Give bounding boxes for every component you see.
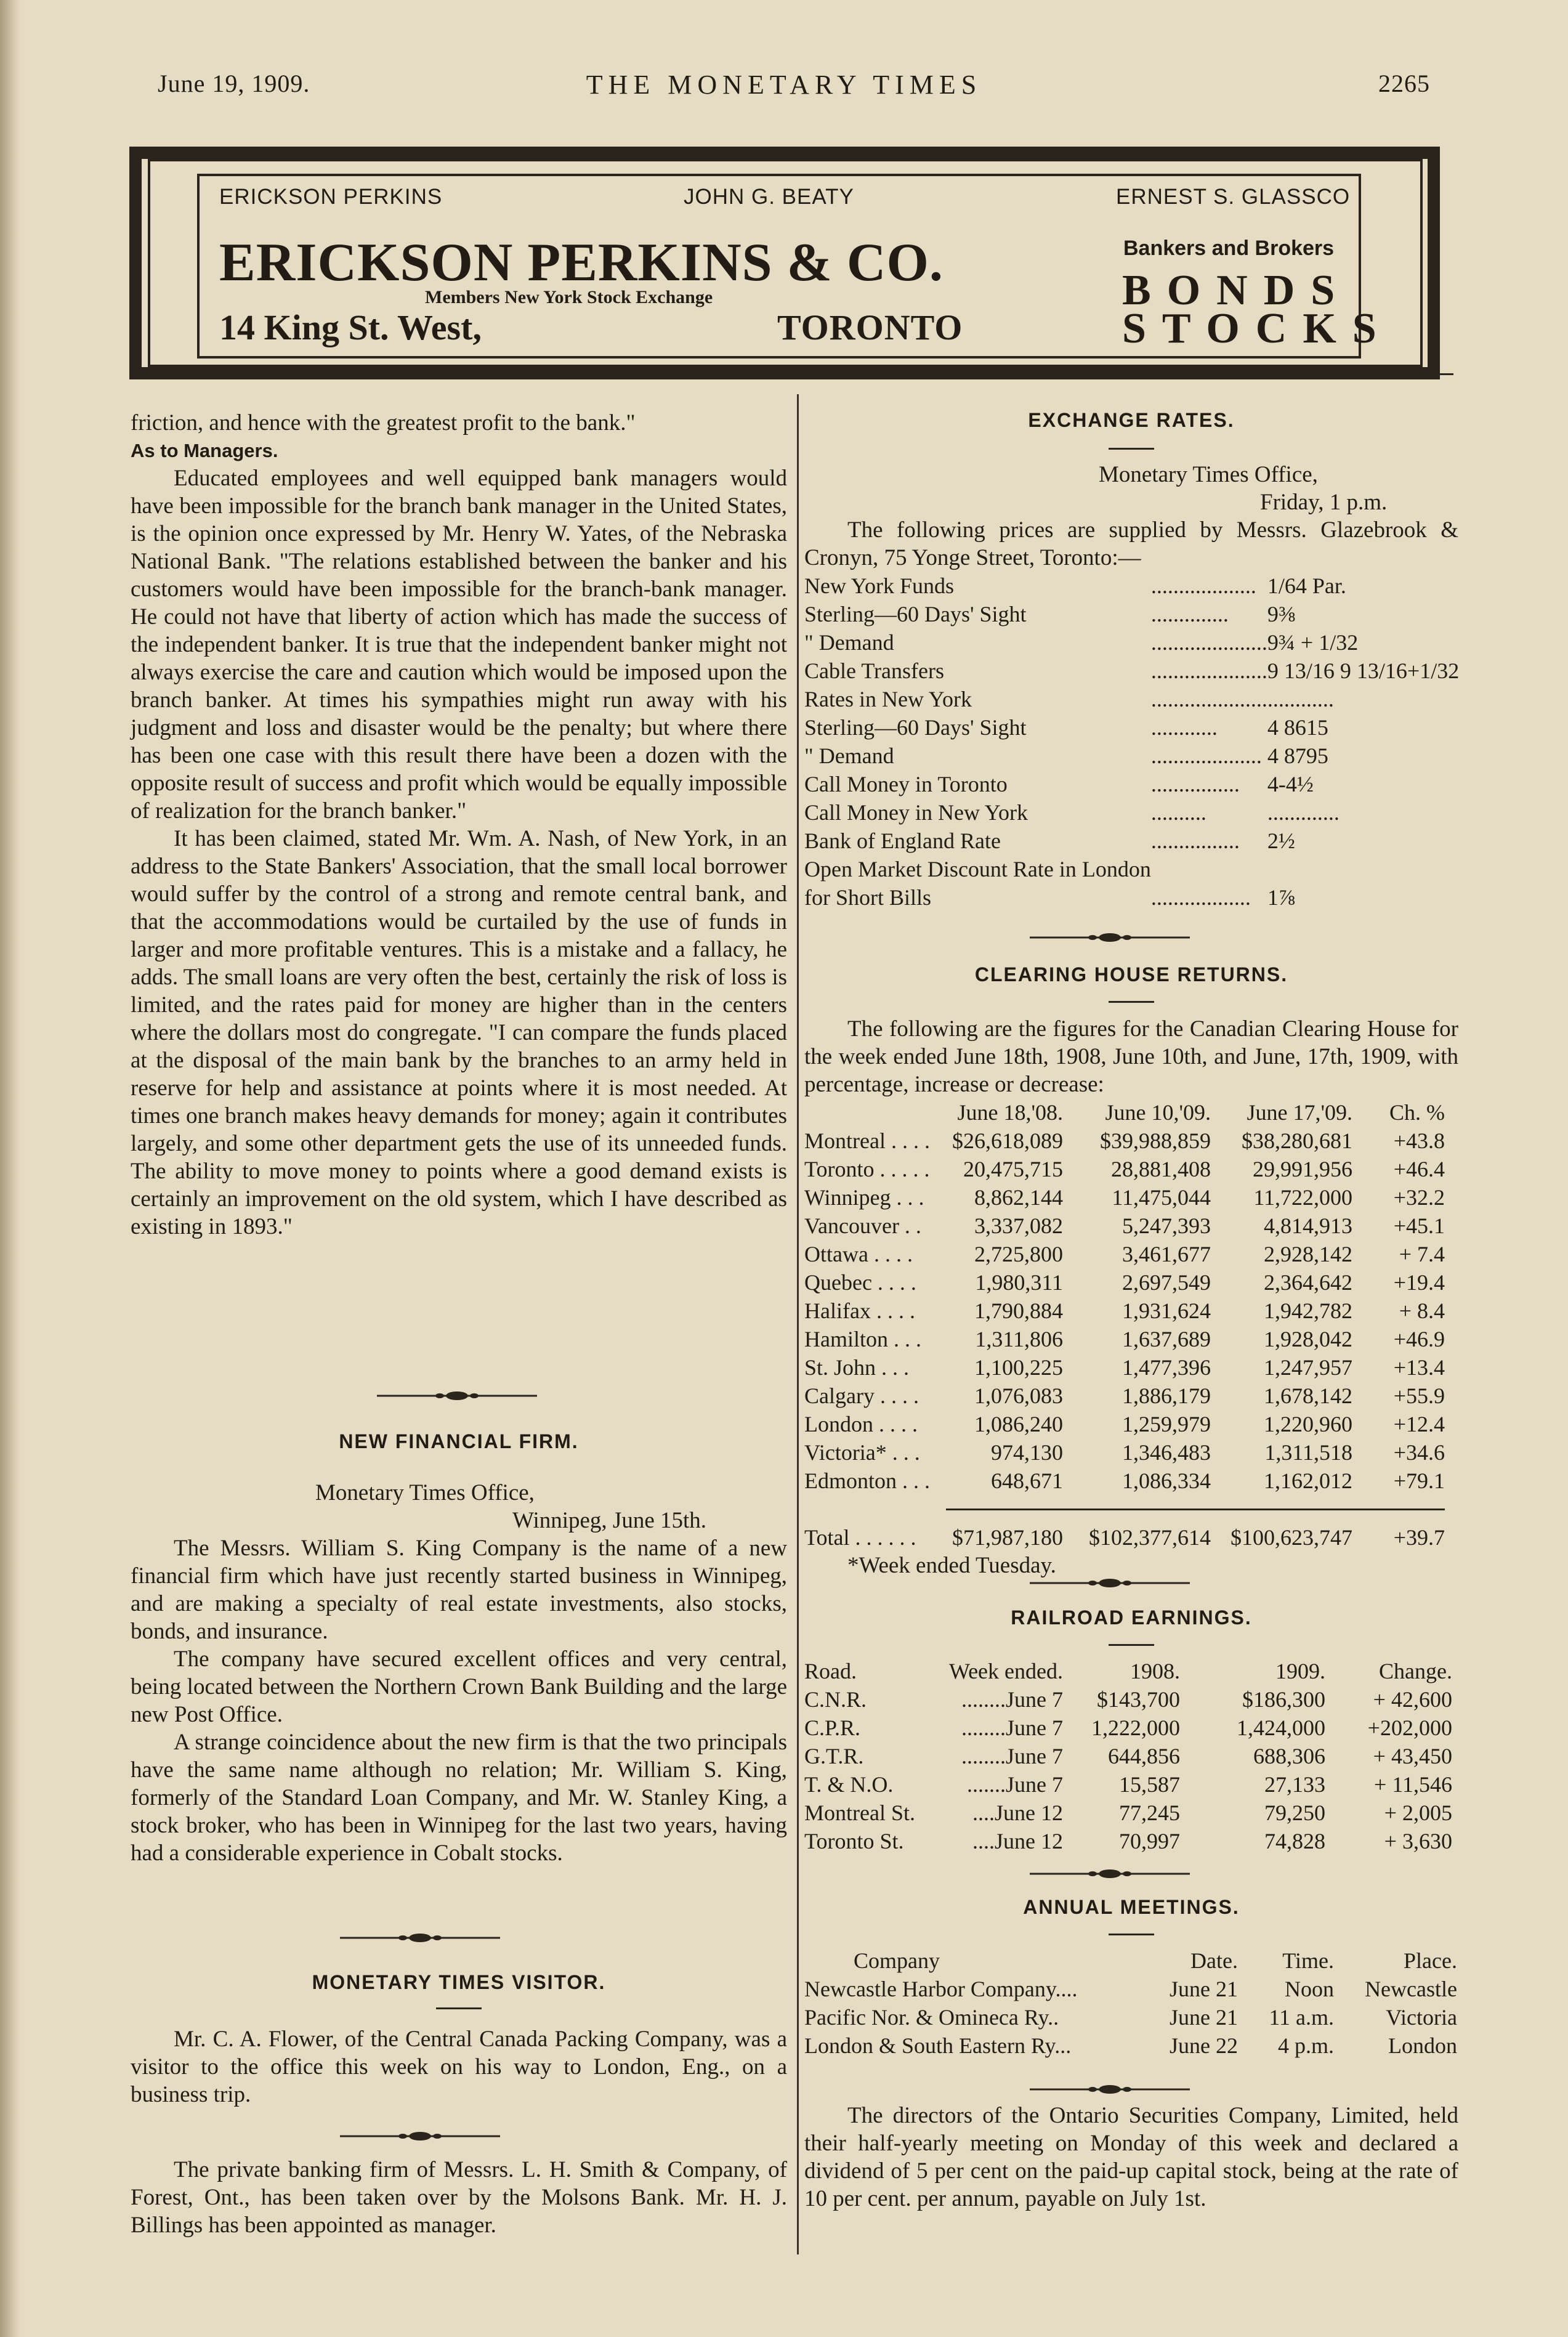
time-cell: Noon [1285, 1976, 1334, 2001]
ad-firm-name: ERICKSON PERKINS & CO. [219, 233, 944, 293]
exchange-row [804, 742, 1459, 770]
city-cell: Toronto . . . . . [804, 1156, 930, 1181]
table-row [804, 1127, 1445, 1155]
value-cell: 8,862,144 [974, 1185, 1063, 1210]
company-cell: Pacific Nor. & Omineca Ry.. [804, 2004, 1059, 2030]
city-cell: London . . . . [804, 1411, 918, 1436]
value-cell: $71,987,180 [952, 1525, 1063, 1550]
table-row [804, 1685, 1452, 1714]
company-cell: Newcastle Harbor Company.... [804, 1976, 1078, 2001]
table-row [804, 1268, 1445, 1297]
ornament-divider [1030, 1868, 1190, 1880]
paragraph: Educated employees and well equipped bank managers would have been impossible for the branch bank manager in the United States, is the opinion once expressed by Mr. Henry W. Yates, of the Nebraska National Bank. "The relations established between the banker and his customers would have been impossible for the branch-bank manager. He could not have that liberty of action which has made the success of the independent banker. It is true that the independent banker might not always exercise the care and caution which would be imposed upon the branch banker. At times his sympathies might run away with his judgment and loss and disaster would be the penalty; but where there has been one case with this result there have been a dozen with the opposite result of success and profit which would be equally impossible of realization for the branch banker." [131, 466, 787, 824]
value-cell: 648,671 [991, 1468, 1063, 1493]
table-header-row [804, 1946, 1457, 1975]
road-cell: C.N.R. [804, 1687, 867, 1712]
city-cell: Victoria* . . . [804, 1440, 920, 1465]
ornament-divider [340, 2130, 500, 2142]
value-cell: 27,133 [1264, 1772, 1325, 1797]
city-cell: Quebec . . . . [804, 1270, 916, 1295]
ad-partner-1: ERICKSON PERKINS [219, 185, 443, 209]
time-line: Friday, 1 p.m. [1260, 490, 1388, 515]
rate-value: 9¾ + 1/32 [1267, 630, 1359, 655]
paragraph: The company have secured excellent offices and very central, being located between the Northern Crown Bank Building and the large new Post Office. [131, 1646, 787, 1727]
railroad-section [804, 1604, 1458, 1855]
header-rule [129, 373, 1453, 375]
table-header-row [804, 1098, 1445, 1127]
value-cell: 11,722,000 [1253, 1185, 1352, 1210]
leader-dots: ..................... [1150, 630, 1267, 655]
clearing-intro: The following are the figures for the Canadian Clearing House for the week ended June 18th, 1908, June 10th, and June, 17th, 1909, with percentage, increase or decrease: [804, 1016, 1458, 1097]
value-cell: 1,247,957 [1264, 1355, 1352, 1380]
change-cell: +19.4 [1393, 1270, 1445, 1295]
table-row [804, 1183, 1445, 1212]
week-cell: ........June 7 [961, 1743, 1063, 1768]
table-row [804, 1240, 1445, 1268]
change-cell: +46.9 [1393, 1326, 1445, 1351]
column-header: 1909. [1275, 1658, 1325, 1683]
value-cell: 70,997 [1118, 1828, 1180, 1853]
value-cell: $100,623,747 [1231, 1525, 1352, 1550]
paragraph: Mr. C. A. Flower, of the Central Canada Packing Company, was a visitor to the office this week on his way to London, Eng., on a business trip. [131, 2027, 787, 2107]
change-cell: +43.8 [1393, 1128, 1445, 1153]
value-cell: 5,247,393 [1122, 1213, 1211, 1238]
week-cell: ....June 12 [972, 1800, 1063, 1825]
table-row [804, 1155, 1445, 1183]
table-row [804, 1770, 1452, 1799]
value-cell: $39,988,859 [1100, 1128, 1211, 1153]
rate-label: " Demand [804, 630, 894, 655]
exchange-row [804, 855, 1459, 883]
column-rule [797, 394, 799, 2254]
exchange-row [804, 883, 1459, 912]
value-cell: 1,942,782 [1264, 1298, 1352, 1323]
page-number: 2265 [1378, 70, 1430, 97]
short-rule [1109, 448, 1154, 450]
table-row [804, 2031, 1457, 2060]
rate-value: 9 13/16 9 13/16+1/32 [1267, 658, 1460, 683]
exchange-row [804, 628, 1459, 657]
city-cell: Winnipeg . . . [804, 1185, 924, 1210]
annual-meetings-section [804, 1893, 1458, 2060]
change-cell: +46.4 [1393, 1156, 1445, 1181]
change-cell: +39.7 [1393, 1525, 1445, 1550]
column-header: Week ended. [948, 1658, 1063, 1683]
value-cell: 20,475,715 [963, 1156, 1063, 1181]
exchange-row [804, 713, 1459, 742]
value-cell: 3,337,082 [974, 1213, 1063, 1238]
change-cell: + 11,546 [1374, 1772, 1452, 1797]
value-cell: 1,222,000 [1091, 1715, 1180, 1740]
change-cell: + 3,630 [1384, 1828, 1452, 1853]
value-cell: 1,100,225 [974, 1355, 1063, 1380]
ornament-divider [1030, 2083, 1190, 2096]
rate-value: 4-4½ [1267, 771, 1314, 796]
change-cell: +55.9 [1393, 1383, 1445, 1408]
value-cell: 2,697,549 [1122, 1270, 1211, 1295]
change-cell: +13.4 [1393, 1355, 1445, 1380]
table-header-row [804, 1657, 1452, 1685]
clearing-house-section [804, 961, 1458, 1579]
exchange-rates-section [804, 407, 1458, 912]
rate-value: ............ [1267, 686, 1334, 711]
value-cell: 11,475,044 [1112, 1185, 1211, 1210]
company-cell: London & South Eastern Ry... [804, 2033, 1072, 2058]
time-cell: 11 a.m. [1269, 2004, 1334, 2030]
city-cell: Ottawa . . . . [804, 1241, 913, 1266]
rate-value: 4 8795 [1267, 743, 1328, 768]
column-header: Road. [804, 1658, 857, 1683]
value-cell: 1,311,806 [975, 1326, 1063, 1351]
dateline: Winnipeg, June 15th. [512, 1508, 707, 1533]
rate-value: 9⅜ [1267, 601, 1295, 626]
value-cell: 1,346,483 [1122, 1440, 1211, 1465]
short-rule [1109, 1644, 1154, 1646]
value-cell: $26,618,089 [952, 1128, 1063, 1153]
city-cell: Montreal . . . . [804, 1128, 930, 1153]
place-cell: Victoria [1386, 2004, 1457, 2030]
issue-date: June 19, 1909. [158, 70, 310, 97]
exchange-table [804, 572, 1459, 912]
leader-dots: .......... [1150, 800, 1206, 825]
leader-dots: .............. [1150, 601, 1229, 626]
change-cell: + 2,005 [1384, 1800, 1452, 1825]
change-cell: + 8.4 [1399, 1298, 1445, 1323]
rate-label: Call Money in New York [804, 800, 1028, 825]
total-rule-row [804, 1495, 1445, 1523]
value-cell: 29,991,956 [1253, 1156, 1352, 1181]
value-cell: 1,637,689 [1122, 1326, 1211, 1351]
short-rule [436, 2007, 482, 2009]
exchange-row [804, 827, 1459, 855]
value-cell: 974,130 [991, 1440, 1063, 1465]
value-cell: 1,424,000 [1236, 1715, 1325, 1740]
ad-address: 14 King St. West, [219, 307, 482, 347]
value-cell: $38,280,681 [1242, 1128, 1352, 1153]
heading-clearing-house: CLEARING HOUSE RETURNS. [974, 963, 1288, 986]
rate-value [1267, 855, 1459, 883]
table-row [804, 1382, 1445, 1410]
ornament-divider [340, 1932, 500, 1944]
value-cell: 644,856 [1107, 1743, 1180, 1768]
railroad-table [804, 1657, 1452, 1855]
heading-railroad-earnings: RAILROAD EARNINGS. [1011, 1606, 1252, 1629]
column-header: June 10,'09. [1105, 1100, 1211, 1125]
office-line: Monetary Times Office, [1099, 462, 1318, 487]
exchange-row [804, 657, 1459, 685]
page-binding-edge [0, 0, 21, 2337]
change-cell: + 43,450 [1373, 1743, 1452, 1768]
table-row-total [804, 1523, 1445, 1552]
week-cell: ........June 7 [961, 1687, 1063, 1712]
left-column-lower [131, 1428, 787, 1867]
short-rule [1109, 1934, 1154, 1935]
road-cell: G.T.R. [804, 1743, 864, 1768]
heading-exchange-rates: EXCHANGE RATES. [1028, 409, 1235, 431]
ornament-divider [1030, 931, 1190, 944]
ad-members-line: Members New York Stock Exchange [425, 287, 713, 307]
ad-partner-3: ERNEST S. GLASSCO [1116, 185, 1351, 209]
rate-label: " Demand [804, 743, 894, 768]
date-cell: June 22 [1170, 2033, 1238, 2058]
ornament-divider [1030, 1577, 1190, 1589]
table-row [804, 1975, 1457, 2003]
value-cell: 1,477,396 [1122, 1355, 1211, 1380]
table-row [804, 1353, 1445, 1382]
city-cell: Halifax . . . . [804, 1298, 915, 1323]
table-row [804, 1714, 1452, 1742]
city-cell: Vancouver . . [804, 1213, 921, 1238]
week-cell: .......June 7 [966, 1772, 1063, 1797]
left-column [131, 409, 787, 1241]
road-cell: Montreal St. [804, 1800, 915, 1825]
paragraph-molsons: The private banking firm of Messrs. L. H. Smith & Company, of Forest, Ont., has been taken over by the Molsons Bank. Mr. H. J. Billings has been appointed as manager. [131, 2157, 787, 2238]
rate-label: Rates in New York [804, 686, 972, 711]
value-cell: 28,881,408 [1111, 1156, 1211, 1181]
date-cell: June 21 [1170, 2004, 1238, 2030]
column-header: June 18,'08. [957, 1100, 1063, 1125]
exchange-row [804, 798, 1459, 827]
column-header: Place. [1404, 1948, 1457, 1973]
exchange-row [804, 572, 1459, 600]
change-cell: + 7.4 [1399, 1241, 1445, 1266]
road-cell: Toronto St. [804, 1828, 904, 1853]
time-cell: 4 p.m. [1277, 2033, 1334, 2058]
column-header: Company [854, 1948, 940, 1973]
change-cell: +12.4 [1393, 1411, 1445, 1436]
table-row [804, 2003, 1457, 2031]
footnote: *Week ended Tuesday. [847, 1553, 1056, 1578]
city-cell: Hamilton . . . [804, 1326, 921, 1351]
city-cell: Total . . . . . . [804, 1525, 916, 1550]
paragraph: friction, and hence with the greatest profit to the bank." [131, 410, 636, 435]
exchange-intro: The following prices are supplied by Messrs. Glazebrook & Cronyn, 75 Yonge Street, Toronto:— [804, 517, 1458, 570]
heading-monetary-times-visitor: MONETARY TIMES VISITOR. [312, 1971, 606, 1993]
value-cell: 79,250 [1264, 1800, 1325, 1825]
city-cell: Calgary . . . . [804, 1383, 919, 1408]
ornament-divider [377, 1390, 537, 1402]
ad-city: TORONTO [777, 307, 963, 347]
visitor-section [131, 1969, 787, 2108]
change-cell: + 42,600 [1373, 1687, 1452, 1712]
heading-new-financial-firm: NEW FINANCIAL FIRM. [339, 1430, 579, 1452]
value-cell: 2,725,800 [974, 1241, 1063, 1266]
exchange-row [804, 600, 1459, 628]
change-cell: +32.2 [1393, 1185, 1445, 1210]
leader-dots: .................. [1150, 885, 1251, 910]
rate-label: Call Money in Toronto [804, 771, 1008, 796]
rate-label: New York Funds [804, 573, 955, 598]
exchange-row [804, 685, 1459, 713]
week-cell: ....June 12 [972, 1828, 1063, 1853]
subhead-managers: As to Managers. [131, 440, 278, 461]
ad-partner-2: JOHN G. BEATY [684, 185, 854, 209]
table-row [804, 1410, 1445, 1438]
table-row [804, 1297, 1445, 1325]
ad-bankers-brokers: Bankers and Brokers [1123, 237, 1335, 260]
value-cell: 1,678,142 [1264, 1383, 1352, 1408]
value-cell: 1,220,960 [1264, 1411, 1352, 1436]
value-cell: $186,300 [1242, 1687, 1325, 1712]
column-header: Change. [1379, 1658, 1452, 1683]
place-cell: Newcastle [1365, 1976, 1457, 2001]
value-cell: 1,886,179 [1122, 1383, 1211, 1408]
rate-value: 1⅞ [1267, 885, 1295, 910]
value-cell: 1,086,334 [1122, 1468, 1211, 1493]
rate-value: ............. [1267, 800, 1340, 825]
column-header: Date. [1190, 1948, 1238, 1973]
leader-dots: ..................... [1150, 686, 1267, 711]
office-line: Monetary Times Office, [315, 1480, 535, 1505]
value-cell: 2,928,142 [1264, 1241, 1352, 1266]
leader-dots [1151, 855, 1267, 883]
date-cell: June 21 [1170, 1976, 1238, 2001]
masthead-title: THE MONETARY TIMES [586, 70, 982, 100]
value-cell: 3,461,677 [1122, 1241, 1211, 1266]
meetings-table [804, 1946, 1457, 2060]
place-cell: London [1388, 2033, 1457, 2058]
city-cell: Edmonton . . . [804, 1468, 930, 1493]
column-header: June 17,'09. [1247, 1100, 1352, 1125]
leader-dots: .................... [1150, 743, 1262, 768]
value-cell: $102,377,614 [1089, 1525, 1211, 1550]
value-cell: 1,790,884 [974, 1298, 1063, 1323]
value-cell: 74,828 [1264, 1828, 1325, 1853]
value-cell: $143,700 [1096, 1687, 1180, 1712]
value-cell: 1,928,042 [1264, 1326, 1352, 1351]
clearing-table [804, 1098, 1445, 1552]
road-cell: T. & N.O. [804, 1772, 894, 1797]
column-header: 1908. [1130, 1658, 1180, 1683]
value-cell: 4,814,913 [1264, 1213, 1352, 1238]
ad-bonds: BONDS [1122, 267, 1351, 314]
value-cell: 1,076,083 [974, 1383, 1063, 1408]
paragraph: It has been claimed, stated Mr. Wm. A. Nash, of New York, in an address to the State Bankers' Association, that the small local borrower would suffer by the control of a strong and remote central bank, and that the accommodations would be curtailed by the use of funds in larger and more profitable ventures. This is a mistake and a fallacy, he adds. The small loans are very often the best, certainly the risk of loss is limited, and the rates paid for money are higher than in the centers where the dollars most do congregate. "I can compare the funds placed at the disposal of the main bank by the branches to an army held in reserve for help and assistance at points where it is most needed. At times one branch makes heavy demands for money; again it contributes largely, and some other department gets the use of its unneeded funds. The ability to move money to points where a good demand exists is certainly an improvement on the old system, which I have described as existing in 1893." [131, 826, 787, 1239]
change-cell: +79.1 [1393, 1468, 1445, 1493]
change-cell: +45.1 [1393, 1213, 1445, 1238]
column-header: Ch. % [1389, 1100, 1445, 1125]
table-row [804, 1742, 1452, 1770]
leader-dots: ..................... [1150, 658, 1267, 683]
rate-label: Bank of England Rate [804, 828, 1001, 853]
table-row [804, 1325, 1445, 1353]
rate-label: Sterling—60 Days' Sight [804, 715, 1027, 740]
rate-value: 2½ [1267, 828, 1295, 853]
value-cell: 1,931,624 [1122, 1298, 1211, 1323]
value-cell: 1,086,240 [974, 1411, 1063, 1436]
week-cell: ........June 7 [961, 1715, 1063, 1740]
ad-stocks: STOCKS [1122, 305, 1392, 352]
leader-dots: ................... [1150, 573, 1256, 598]
value-cell: 688,306 [1253, 1743, 1325, 1768]
rate-value: 4 8615 [1267, 715, 1328, 740]
table-row [804, 1467, 1445, 1495]
table-row [804, 1799, 1452, 1827]
value-cell: 1,259,979 [1122, 1411, 1211, 1436]
paragraph: A strange coincidence about the new firm is that the two principals have the same name although no relation; Mr. William S. King, formerly of the Standard Loan Company, and Mr. W. Stanley King, a stock broker, who has been in Winnipeg for the last two years, having had a considerable experience in Cobalt stocks. [131, 1730, 787, 1866]
value-cell: 1,311,518 [1264, 1440, 1352, 1465]
rate-label: Cable Transfers [804, 658, 944, 683]
short-rule [1109, 1001, 1154, 1003]
table-row [804, 1438, 1445, 1467]
leader-dots: ............ [1150, 715, 1218, 740]
road-cell: C.P.R. [804, 1715, 861, 1740]
exchange-row [804, 770, 1459, 798]
change-cell: +34.6 [1393, 1440, 1445, 1465]
leader-dots: ................ [1150, 828, 1240, 853]
value-cell: 77,245 [1118, 1800, 1180, 1825]
heading-annual-meetings: ANNUAL MEETINGS. [1023, 1896, 1240, 1918]
value-cell: 1,162,012 [1264, 1468, 1352, 1493]
value-cell: 2,364,642 [1264, 1270, 1352, 1295]
table-row [804, 1212, 1445, 1240]
table-row [804, 1827, 1452, 1855]
change-cell: +202,000 [1367, 1715, 1452, 1740]
value-cell: 15,587 [1118, 1772, 1180, 1797]
paragraph: The Messrs. William S. King Company is the name of a new financial firm which have just recently started business in Winnipeg, and are making a specialty of real estate investments, also stocks, bonds, and insurance. [131, 1536, 787, 1644]
value-cell: 1,980,311 [975, 1270, 1063, 1295]
city-cell: St. John . . . [804, 1355, 910, 1380]
rate-value: 1/64 Par. [1267, 573, 1346, 598]
rate-label: for Short Bills [804, 885, 932, 910]
leader-dots: ................ [1150, 771, 1240, 796]
rate-label: Sterling—60 Days' Sight [804, 601, 1027, 626]
column-header: Time. [1282, 1948, 1334, 1973]
rate-label: Open Market Discount Rate in London [804, 856, 1151, 881]
paragraph-ontario-securities: The directors of the Ontario Securities Company, Limited, held their half-yearly meeting on Monday of this week and declared a dividend of 5 per cent on the paid-up capital stock, being at the rate of 10 per cent. per annum, payable on July 1st. [804, 2103, 1458, 2211]
